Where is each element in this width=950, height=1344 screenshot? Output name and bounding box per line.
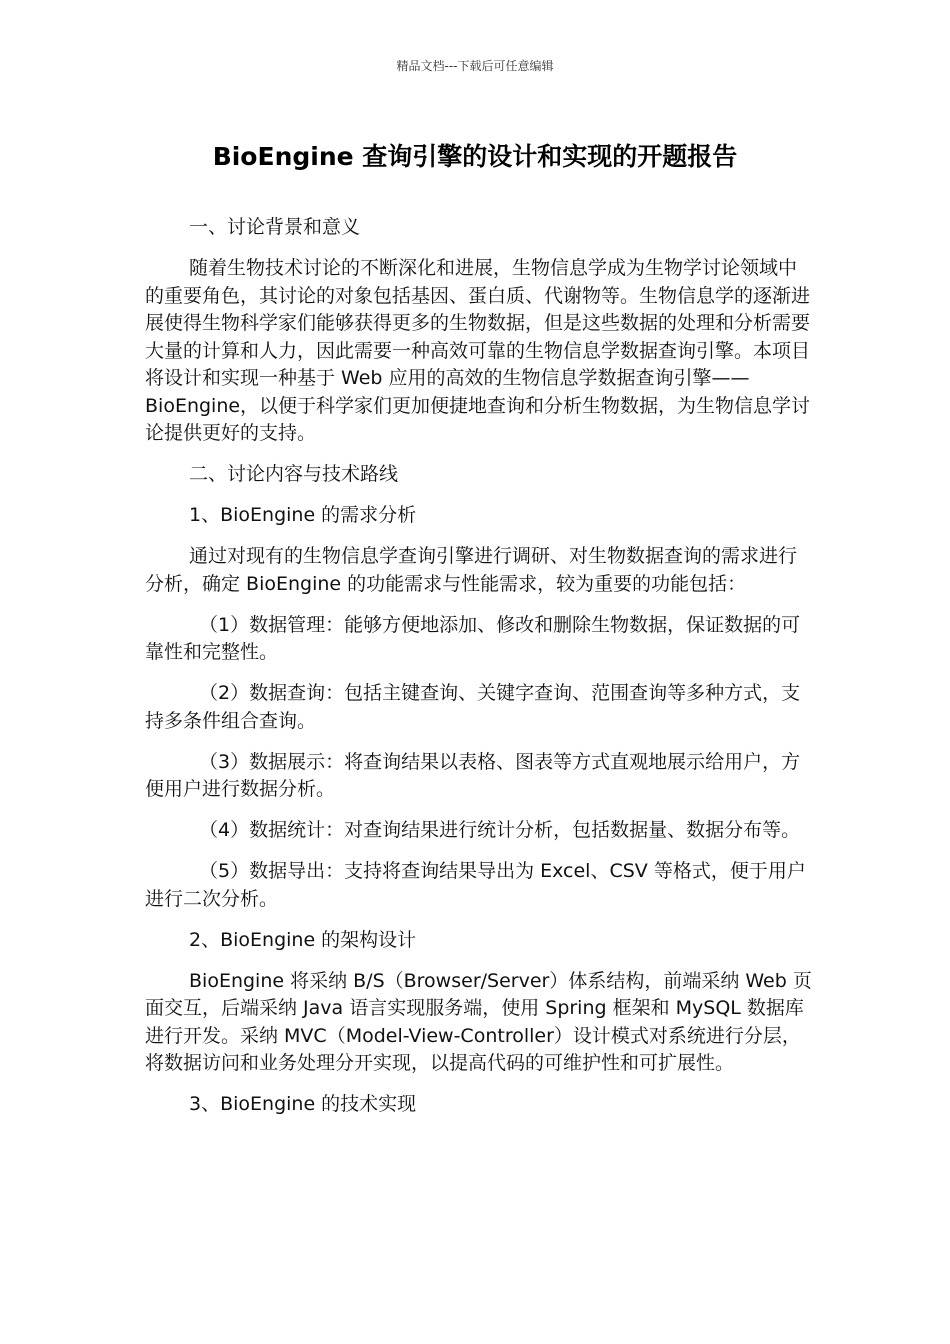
subsection-heading: 1、BioEngine 的需求分析 — [189, 504, 417, 526]
paragraph: 随着生物技术讨论的不断深化和进展，生物信息学成为生物学讨论领域中的重要角色，其讨论的对象包括基因、蛋白质、代谢物等。生物信息学的逐渐进展使得生物科学家们能够获得更多的生物数据，但是这些数据的处理和分析需要大量的计算和人力，因此需要一种高效可靠的生物信息学数据查询引擎。本项目将设计和实现一种基于 Web 应用的高效的生物信息学数据查询引擎——BioEngine，以便于科学家们更加便捷地查询和分析生物数据，为生物信息学讨论提供更好的支持。 — [145, 257, 811, 444]
requirement-item: （5）数据导出：支持将查询结果导出为 Excel、CSV 等格式，便于用户进行二次分析。 — [145, 860, 806, 910]
section-heading: 二、讨论内容与技术路线 — [189, 463, 399, 485]
requirement-item: （2）数据查询：包括主键查询、关键字查询、范围查询等多种方式，支持多条件组合查询。 — [145, 682, 801, 732]
requirement-item: （4）数据统计：对查询结果进行统计分析，包括数据量、数据分布等。 — [199, 819, 801, 841]
paragraph: BioEngine 将采纳 B/S（Browser/Server）体系结构，前端采纳 Web 页面交互，后端采纳 Java 语言实现服务端，使用 Spring 框架和 MySQL 数据库进行开发。采纳 MVC（Model-View-Controller）设计模式对系统进行分层，将数据访问和业务处理分开实现，以提高代码的可维护性和可扩展性。 — [145, 969, 812, 1074]
header-note: 精品文档---下载后可任意编辑 — [396, 59, 554, 73]
requirement-item: （1）数据管理：能够方便地添加、修改和删除生物数据，保证数据的可靠性和完整性。 — [145, 613, 801, 663]
document-title: BioEngine 查询引擎的设计和实现的开题报告 — [212, 142, 738, 171]
subsection-heading: 2、BioEngine 的架构设计 — [189, 928, 417, 951]
paragraph: 通过对现有的生物信息学查询引擎进行调研、对生物数据查询的需求进行分析，确定 BioEngine 的功能需求与性能需求，较为重要的功能包括： — [145, 545, 798, 595]
document-body — [145, 214, 813, 1132]
section-heading: 一、讨论背景和意义 — [189, 216, 361, 238]
subsection-heading: 3、BioEngine 的技术实现 — [189, 1093, 417, 1115]
requirement-item: （3）数据展示：将查询结果以表格、图表等方式直观地展示给用户，方便用户进行数据分析。 — [145, 750, 801, 800]
